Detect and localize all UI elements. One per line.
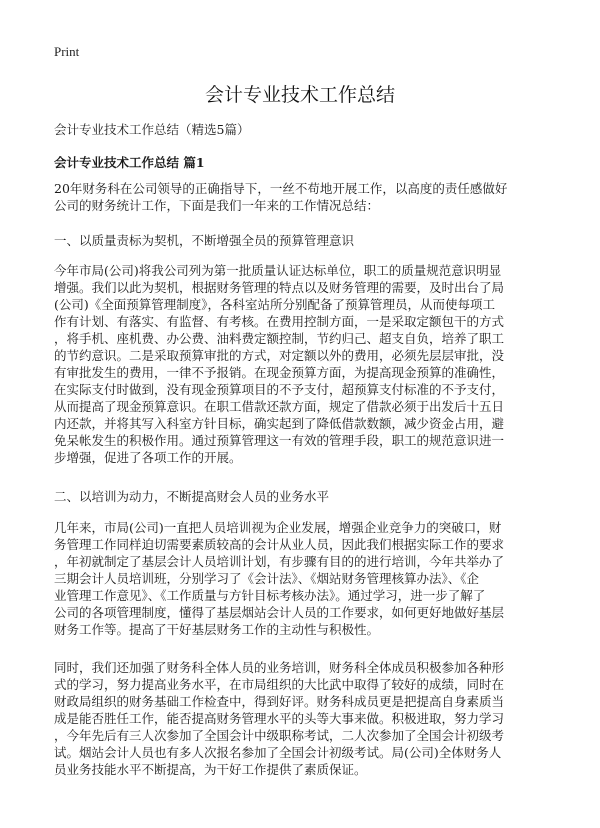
heading-1-text: 一、以质量责标为契机，不断增强全员的预算管理意识 xyxy=(54,233,355,248)
paragraph-line: 从而提高了现金预算意识。在职工借款还款方面，规定了借款必须于出发后十五日 xyxy=(54,399,505,414)
heading-1 xyxy=(54,232,549,249)
heading-2 xyxy=(54,488,549,505)
intro-paragraph xyxy=(54,180,549,214)
paragraph-line: 20年财务科在公司领导的正确指导下，一丝不苟地开展工作，以高度的责任感做好 xyxy=(54,181,508,196)
paragraph-line: 几年来，市局(公司)一直把人员培训视为企业发展，增强企业竞争力的突破口，财 xyxy=(54,520,502,535)
paragraph-line: 作有计划、有落实、有监督、有考核。在费用控制方面，一是采取定额包干的方式 xyxy=(54,314,505,329)
paragraph-line: 公司的财务统计工作，下面是我们一年来的工作情况总结： xyxy=(54,198,380,213)
paragraph-2 xyxy=(54,519,549,638)
paragraph-line: 三期会计人员培训班，分别学习了《会计法》、《烟站财务管理核算办法》、《企 xyxy=(54,571,480,586)
paragraph-line: 同时，我们还加强了财务科全体人员的业务培训，财务科全体成员积极参加各种形 xyxy=(54,660,505,675)
paragraph-line: 试。烟站会计人员也有多人次报名参加了全国会计初级考试。局(公司)全体财务人 xyxy=(54,745,502,760)
paragraph-3 xyxy=(54,659,549,778)
paragraph-line: 公司的各项管理制度，懂得了基层烟站会计人员的工作要求，如何更好地做好基层 xyxy=(54,605,505,620)
paragraph-line: 有审批发生的费用，一律不予报销。在现金预算方面，为提高现金预算的准确性， xyxy=(54,365,505,380)
paragraph-line: 步增强，促进了各项工作的开展。 xyxy=(54,450,242,465)
paragraph-line: 式的学习，努力提高业务水平，在市局组织的大比武中取得了较好的成绩，同时在 xyxy=(54,677,505,692)
paragraph-line: 务管理工作同样迫切需要素质较高的会计从业人员，因此我们根据实际工作的要求 xyxy=(54,537,505,552)
paragraph-line: ，今年先后有三人次参加了全国会计中级职称考试，二人次参加了全国会计初级考 xyxy=(54,728,505,743)
section-heading: 会计专业技术工作总结 篇1 xyxy=(54,155,205,170)
paragraph-line: ，将手机、座机费、办公费、油料费定额控制，节约归己、超支自负，培养了职工 xyxy=(54,331,505,346)
paragraph-line: (公司)《全面预算管理制度》，各科室站所分别配备了预算管理员，从而使每项工 xyxy=(54,297,496,312)
paragraph-line: 财政局组织的财务基础工作检查中，得到好评。财务科成员更是把提高自身素质当 xyxy=(54,694,505,709)
page-title: 会计专业技术工作总结 xyxy=(204,84,395,106)
document-subtitle: 会计专业技术工作总结（精选5篇） xyxy=(54,122,250,137)
paragraph-line: 成是能否胜任工作，能否提高财务管理水平的头等大事来做。积极进取，努力学习 xyxy=(54,711,505,726)
paragraph-line: 今年市局(公司)将我公司列为第一批质量认证达标单位，职工的质量规范意识明显 xyxy=(54,263,502,278)
paragraph-line: ，年初就制定了基层会计人员培训计划，有步骤有目的的进行培训，今年共举办了 xyxy=(54,554,505,569)
paragraph-line: 在实际支付时做到，没有现金预算项目的不予支付，超预算支付标准的不予支付， xyxy=(54,382,505,397)
paragraph-line: 员业务技能水平不断提高，为干好工作提供了素质保证。 xyxy=(54,762,367,777)
paragraph-line: 的节约意识。二是采取预算审批的方式，对定额以外的费用，必须先层层审批，没 xyxy=(54,348,505,363)
paragraph-line: 财务工作等。提高了干好基层财务工作的主动性与积极性。 xyxy=(54,622,380,637)
paragraph-1 xyxy=(54,262,549,466)
heading-2-text: 二、以培训为动力，不断提高财会人员的业务水平 xyxy=(54,489,330,504)
paragraph-line: 增强。我们以此为契机，根据财务管理的特点以及财务管理的需要，及时出台了局 xyxy=(54,280,505,295)
print-link[interactable]: Print xyxy=(54,44,80,59)
paragraph-line: 内还款，并将其写入科室方针目标，确实起到了降低借款数额，减少资金占用，避 xyxy=(54,416,505,431)
paragraph-line: 免呆帐发生的积极作用。通过预算管理这一有效的管理手段，职工的规范意识进一 xyxy=(54,433,505,448)
paragraph-line: 业管理工作意见》、《工作质量与方针目标考核办法》。通过学习，进一步了解了 xyxy=(54,588,486,603)
